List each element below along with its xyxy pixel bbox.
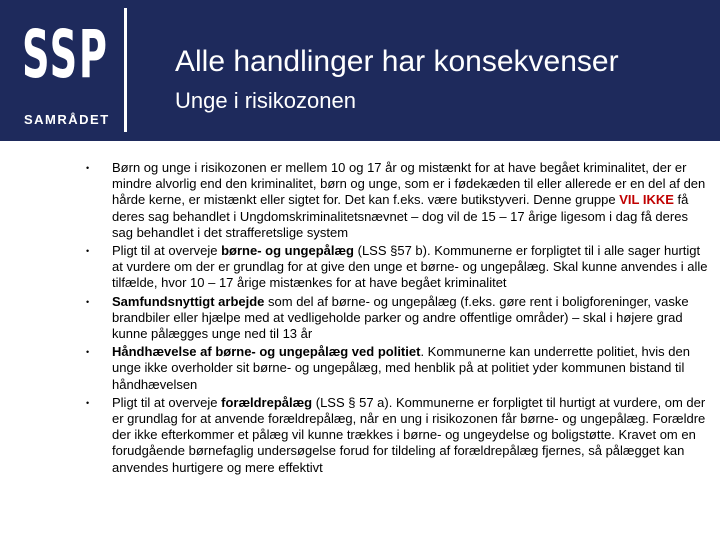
item-text-part: (LSS § 57 a). Kommunerne er forpligtet til hurtigt at vurdere, om der er grundlag for at anvende forældrepålæg, når en ung i risikozonen får børne- og ungepålæg. Forældre der ikke efterkommer et pålæg vil kunne trækkes i børne- og ungeydelse og boligstøtte. Kravet om en forudgående børnefaglig undersøgelse forud for tildeling af forældrepålæg fjernes, så pålægget kan anvendes hurtigere og mere effektivt xyxy=(112,394,706,475)
list-item-text xyxy=(112,243,710,292)
list-item-text xyxy=(112,344,710,393)
list-item-text xyxy=(112,160,710,241)
logo-letters: SSP xyxy=(22,16,109,93)
logo-subtitle: SAMRÅDET xyxy=(24,112,110,127)
list-item-text xyxy=(112,395,710,476)
ssp-samraadet-logo xyxy=(18,14,118,134)
emphasis-red: VIL IKKE xyxy=(619,192,674,208)
item-text-part: (LSS §57 b). Kommunerne er forpligtet til i alle sager hurtigt at vurdere om der er grundlag for at give den unge et børne- og ungepålæg. Skal kunne anvendes i alle tilfælde, hvor 10 – 17 årige mistænkes for at have begået kriminalitet xyxy=(112,243,708,291)
bullet-icon: • xyxy=(86,296,90,307)
item-text-part: Pligt til at overveje xyxy=(112,243,222,259)
bullet-icon: • xyxy=(86,397,90,408)
list-item xyxy=(0,344,720,393)
item-text-part: som del af børne- og ungepålæg (f.eks. gøre rent i boligforeninger, vaske brandbiler eller hjælpe med at vedligeholde parker og andre offentlige områder) – skal i højere grad kunne pålægges unge ned til 13 år xyxy=(112,293,689,342)
bullet-icon: • xyxy=(86,246,90,257)
header-divider xyxy=(124,8,127,132)
emphasis-bold: Håndhævelse af børne- og ungepålæg ved politiet xyxy=(112,344,421,360)
bullet-icon: • xyxy=(86,163,90,173)
list-item xyxy=(0,160,720,241)
item-text-part: Pligt til at overveje xyxy=(112,394,222,410)
list-item-text xyxy=(112,294,710,343)
item-text-part: . Kommunerne kan underrette politiet, hvis den unge ikke overholder sit børne- og ungepålæg, med henblik på at politiet yder kommunen bistand til håndhævelsen xyxy=(112,344,690,392)
bullet-icon: • xyxy=(86,347,90,358)
slide-title: Alle handlinger har konsekvenser xyxy=(175,45,619,78)
emphasis-bold: Samfundsnyttigt arbejde xyxy=(112,293,265,309)
item-text-part: få deres sag behandlet i Ungdomskriminalitetsnævnet – dog vil de 15 – 17 årige ligesom i dag få deres sag behandlet i det strafferetslige system xyxy=(112,192,689,240)
emphasis-bold: børne- og ungepålæg xyxy=(221,243,354,259)
emphasis-bold: forældrepålæg xyxy=(221,394,313,410)
list-item xyxy=(0,294,720,343)
list-item xyxy=(0,395,720,476)
bullet-list xyxy=(0,160,720,478)
slide-header xyxy=(0,0,720,141)
slide-subtitle: Unge i risikozonen xyxy=(175,88,356,113)
list-item xyxy=(0,243,720,292)
item-text-part: Børn og unge i risikozonen er mellem 10 og 17 år og mistænkt for at have begået kriminalitet, der er mindre alvorlig end den kriminalitet, børn og unge, som er i fødekæden til eller allerede er en del af den hårde kerne, er mistænkt eller sigtet for. Det kan f.eks. være butikstyveri. Denne gruppe xyxy=(112,160,706,208)
